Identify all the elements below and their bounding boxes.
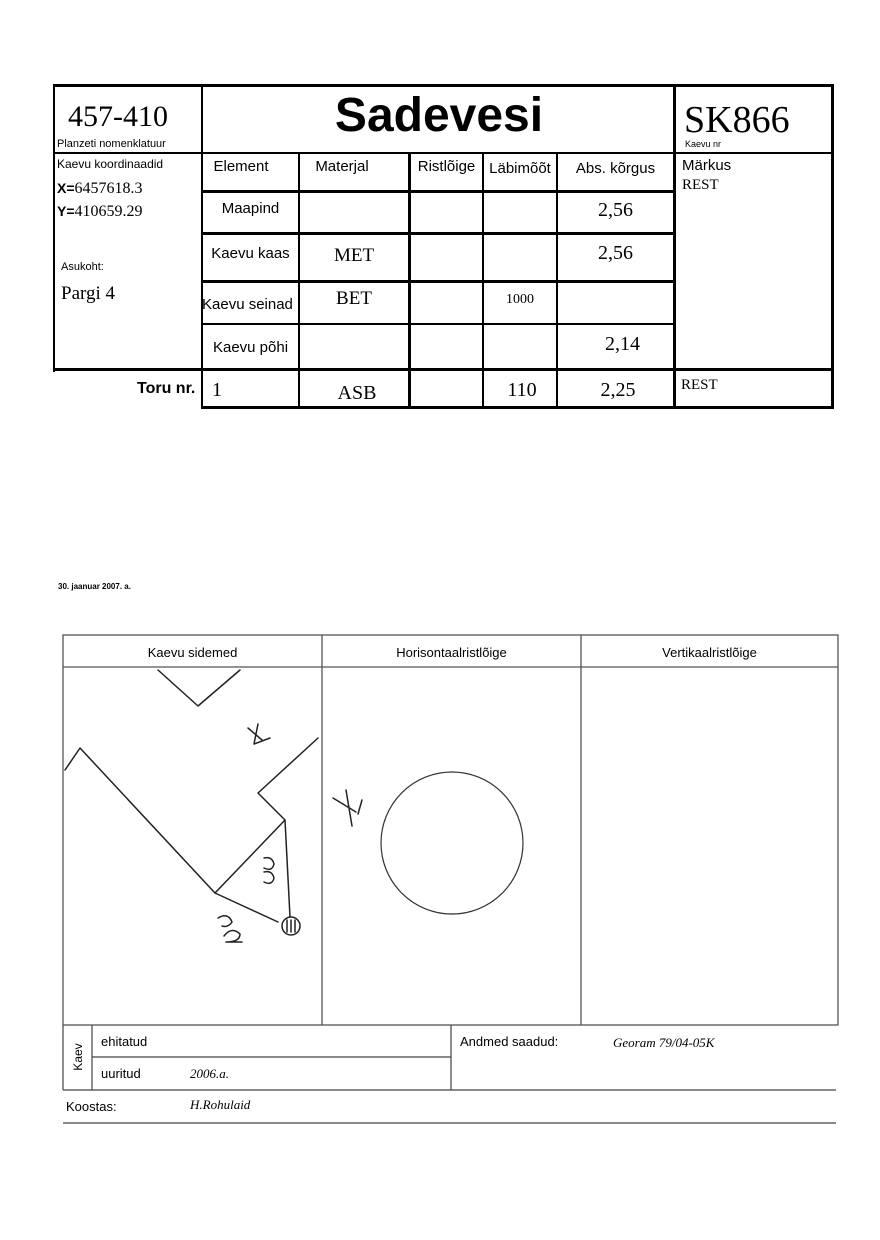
- row-diameter: 1000: [506, 292, 534, 307]
- sketch-header-horizontal: Horisontaalristlõige: [396, 645, 507, 660]
- pipe-material: ASB: [337, 382, 377, 404]
- pipe-diameter: 110: [507, 379, 537, 401]
- author-value: H.Rohulaid: [190, 1097, 251, 1112]
- well-number-label: Kaevu nr: [685, 139, 722, 149]
- surveyed-value: 2006.a.: [190, 1066, 229, 1081]
- y-value: 410659.29: [74, 203, 143, 220]
- pipe-elevation: 2,25: [600, 379, 636, 401]
- header-elevation: Abs. kõrgus: [575, 160, 656, 177]
- header-material: Materjal: [315, 158, 369, 175]
- y-label: Y=: [57, 203, 75, 219]
- header-cross-section: Ristlõige: [417, 158, 476, 175]
- notes-value: REST: [682, 177, 719, 193]
- page-title: Sadevesi: [334, 89, 544, 142]
- x-value: 6457618.3: [74, 180, 143, 197]
- pipe-label: Toru nr.: [137, 380, 196, 397]
- source-value: Georam 79/04-05K: [613, 1035, 715, 1050]
- row-element: Kaevu seinad: [202, 296, 293, 313]
- row-elevation: 2,14: [605, 333, 640, 355]
- author-label: Koostas:: [66, 1099, 117, 1114]
- header-diameter: Läbimõõt: [489, 160, 551, 177]
- row-elevation: 2,56: [598, 199, 633, 221]
- pipe-number: 1: [212, 379, 222, 401]
- row-material: MET: [333, 245, 375, 266]
- built-label: ehitatud: [101, 1034, 148, 1049]
- location-label: Asukoht:: [61, 261, 104, 273]
- source-label: Andmed saadud:: [460, 1034, 559, 1049]
- row-elevation: 2,56: [598, 242, 633, 264]
- row-element: Maapind: [221, 200, 280, 217]
- well-number: SK866: [684, 99, 790, 141]
- document-date: 30. jaanuar 2007. a.: [58, 582, 131, 591]
- row-element: Kaevu põhi: [212, 339, 289, 356]
- location-value: Pargi 4: [61, 283, 116, 304]
- coordinates-label: Kaevu koordinaadid: [57, 157, 164, 171]
- sketch-header-connections: Kaevu sidemed: [147, 645, 238, 660]
- pipe-note: REST: [681, 377, 718, 393]
- x-label: X=: [57, 180, 75, 196]
- surveyed-label: uuritud: [101, 1066, 141, 1081]
- nomenclature-value: 457-410: [68, 100, 168, 133]
- header-element: Element: [213, 158, 269, 175]
- row-element: Kaevu kaas: [211, 245, 290, 262]
- sketch-header-vertical: Vertikaalristlõige: [662, 645, 757, 660]
- nomenclature-label: Planzeti nomenklatuur: [57, 138, 166, 150]
- notes-label: Märkus: [682, 157, 732, 174]
- kaev-label: Kaev: [71, 1043, 85, 1071]
- row-material: BET: [336, 288, 372, 309]
